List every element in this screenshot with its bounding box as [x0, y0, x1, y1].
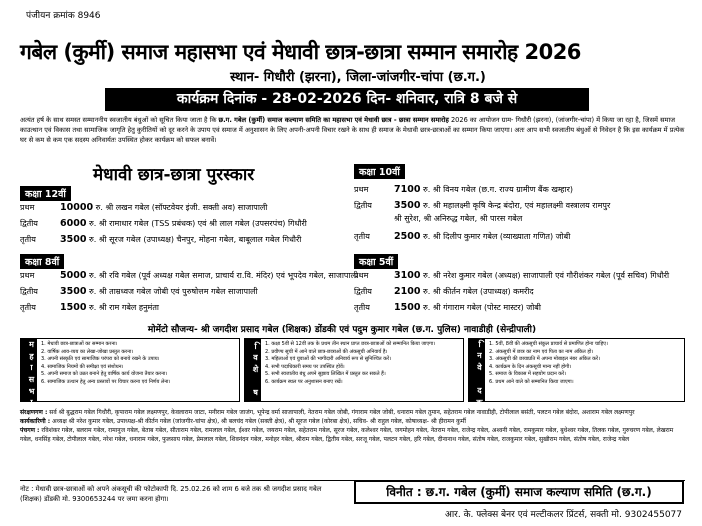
- class10-row: [394, 213, 522, 225]
- panch-line: [20, 426, 685, 444]
- list-item: 4. सभी पदाधिकारी समय पर उपस्थित होवें।: [265, 363, 345, 370]
- class5-row: [354, 286, 534, 298]
- amount: 3500: [394, 200, 421, 211]
- rank: प्रथम: [20, 271, 35, 280]
- list-item: 6. प्रथम आने वाले को सम्मानित किया जाएगा।: [489, 378, 574, 385]
- venue-line: स्थान- गिधौरी (झरना), जिला-जांजगीर-चांपा (छ.ग.): [230, 70, 486, 85]
- donor: रु. श्री राम गबेल हनुमंता: [89, 303, 159, 312]
- donor: रु. श्री रामाधार गबेल (TSS प्रबंधक) एवं श्री लाल गबेल (उपसरपंच) गिधौरी: [89, 219, 307, 228]
- donor: रु. श्री विनय गबेल (छ.ग. राज्य ग्रामीण बैंक खम्हार): [423, 185, 573, 194]
- rank: द्वितीय: [354, 287, 372, 296]
- class12-label: कक्षा 12वीं: [20, 186, 71, 201]
- registration-number: पंजीयन क्रमांक 8946: [26, 11, 101, 21]
- panch-names: रविशंकर गबेल, बलराम गबेल, रामानुज गबेल, बेताब गबेल, सीताराम गबेल, रामलाल गबेल, ईश्वर गबेल, जयराम गबेल, सहेतराम गबेल, सूरज गबेल, कलेश्वर गबेल, जगमोहन गबेल, नेतराम गबेल, राजेन्द्र गबेल, अश्वनी गबेल, रामकुमार गबेल, बुधेश्वर गबेल, तिलक गबेल, गुरुचरण गबेल, लेखराम गबेल, धनसिंह गबेल, टोपीलाल गबेल, नरेश गबेल, धनाराम गबेल, फुलसाय गबेल, प्रेमलाल गबेल, शिवनंदन गबेल, मनोहर गबेल, श्रीराम गबेल, द्वितीय गबेल, सरजू गबेल, पलटन गबेल, हरि गबेल, दीनानाथ गबेल, संतोष गबेल, राजकुमार गबेल, सुखीराम गबेल, संतोष गबेल, राजेन्द्र गबेल: [20, 427, 674, 443]
- list-item: 5. समाज के विकास में सहयोग प्रदान करें।: [489, 371, 567, 378]
- list-item: 3. महिलाओं एवं युवाओं की भागीदारी अनिवार्य रूप से सुनिश्चित करें।: [265, 356, 392, 363]
- class8-row: [20, 286, 258, 298]
- class10-row: [354, 184, 573, 196]
- list-item: 2. प्रवीण्य सूची में आने वाले छात्र-छात्राओं की अंकसूची अनिवार्य है।: [265, 348, 388, 355]
- amount: 1500: [60, 302, 87, 313]
- rank: तृतीय: [20, 235, 36, 244]
- printer-credit: आर. के. फ्लेक्स बेनर एवं मल्टीकलर प्रिंटर्स, सक्ती मो. 9302455077: [444, 510, 682, 520]
- committee-credits: [20, 408, 685, 444]
- amount: 2100: [394, 286, 421, 297]
- list-item: 1. मेधावी छात्र-छात्राओं का सम्मान करना।: [41, 341, 118, 347]
- list-item: 5. अपनी समाज को उन्नत बनाने हेतु वार्षिक कार्य योजना तैयार करना।: [41, 371, 168, 378]
- amount: 7100: [394, 184, 421, 195]
- class10-row: [354, 200, 610, 212]
- class8-row: [20, 302, 159, 314]
- donor: रु. श्री दिलीप कुमार गबेल (व्याख्याता गणित) जोबी: [423, 232, 571, 241]
- donor: रु. श्री महालक्ष्मी कृषि केन्द्र बंदोरा, एवं महालक्ष्मी वस्त्रालय रामपुर: [423, 201, 611, 210]
- class5-label: कक्षा 5वीं: [354, 254, 398, 269]
- awards-title: मेधावी छात्र-छात्रा पुरस्कार: [93, 165, 255, 185]
- request-list: [489, 341, 682, 387]
- rank: प्रथम: [354, 185, 369, 194]
- amount: 3500: [60, 286, 87, 297]
- list-item: 3. अंकसूची की छायाप्रति में अपना मोबाइल नंबर अंकित करें।: [489, 356, 600, 363]
- list-item: 2. अंकसूची में छात्र का नाम एवं पिता का नाम अंकित हो।: [489, 348, 594, 355]
- donor: रु. श्री रवि गबेल (पूर्व अध्यक्ष गबेल समाज, प्राचार्य रा.वि. मंदिर) एवं भूपदेव गबेल, साजापाली: [89, 271, 359, 280]
- rank: द्वितीय: [354, 201, 372, 210]
- list-item: 3. अपनी संस्कृति एवं सामाजिक परंपरा को बनाये रखने के उपाय।: [41, 356, 160, 363]
- list-item: 6. कार्यक्रम स्थल पर अनुशासन बनाए रखें।: [265, 378, 343, 385]
- donor: रु. श्री नरेश कुमार गबेल (अध्यक्ष) साजापाली एवं गौरीशंकर गबेल (पूर्व सचिव) गिधौरी: [423, 271, 670, 280]
- patrons-label: संरक्षणगण :: [20, 409, 48, 416]
- agenda-box-heading: महासभा: [21, 339, 37, 401]
- donor: रु. श्री लखन गबेल (सॉफ्टवेयर इंजी. सक्ती अव) साजापाली: [95, 203, 268, 212]
- list-item: 6. सामाजिक उत्थान हेतु अन्य प्रस्तावों पर विचार करना एवं निर्णय लेना।: [41, 378, 171, 385]
- list-item: 1. कक्षा 5वीं से 12वीं तक के प्रथम तीन स्थान प्राप्त छात्र-छात्राओं को सम्मानित किया जाएगा।: [265, 341, 436, 347]
- executive-names: अध्यक्ष श्री नरेश कुमार गबेल, उपाध्यक्ष-श्री कीर्तन गबेल (जांजगीर-चांपा क्षेत्र), श्री बलचंद गबेल (सक्ती क्षेत्र), श्री सूरज गबेल (कोरबा क्षेत्र), सचिव- श्री राहुल गबेल, कोषाध्यक्ष- श्री हीरामन कुर्मी: [52, 418, 466, 425]
- special-list: [265, 341, 461, 387]
- rank: तृतीय: [354, 303, 370, 312]
- amount: 10000: [60, 202, 94, 213]
- rank: प्रथम: [20, 203, 35, 212]
- list-item: 2. वार्षिक आय-व्यय का लेखा-जोखा प्रस्तुत करना।: [41, 348, 134, 355]
- list-item: 1. 5वीं, 8वीं की अंकसूची संकुल प्राचार्य से प्रमाणित होना चाहिए।: [489, 341, 608, 347]
- class5-row: [354, 302, 541, 314]
- memento-credit: मोमेंटो सौजन्य- श्री जगदीश प्रसाद गबेल (शिक्षक) डोंडकी एवं पदुम कुमार गबेल (छ.ग. पुलिस) नावाडीही (सेन्द्रीपाली): [147, 325, 537, 335]
- submission-note: नोट : मेधावी छात्र-छात्राओं को अपने अंकसूची की फोटोकापी दि. 25.02.26 को शाम 6 बजे तक श्री जगदीश प्रसाद गबेल (शिक्षक) डोंडकी मो. 9300653244 पर जमा करना होगा।: [20, 485, 322, 503]
- intro-part1: अत्यंत हर्ष के साथ समस्त सम्माननीय स्वजातीय बंधुओं को सूचित किया जाता है कि: [20, 116, 219, 124]
- class8-row: [20, 270, 358, 282]
- request-box: [468, 338, 685, 409]
- class12-row: [20, 202, 267, 214]
- list-item: 4. सामाजिक नियमों की समीक्षा एवं संशोधन।: [41, 363, 124, 370]
- amount: 2500: [394, 231, 421, 242]
- amount: 5000: [60, 270, 87, 281]
- donor: श्री सुरेश, श्री अनिरुद्ध गबेल, श्री पारस गबेल: [394, 214, 523, 223]
- agenda-list: [41, 341, 237, 387]
- donor: रु. श्री ताम्रध्वज गबेल जोबी एवं पुरुषोत्तम गबेल साजापाली: [89, 287, 258, 296]
- organizer-box: विनीत : छ.ग. गबेल (कुर्मी) समाज कल्याण समिति (छ.ग.): [354, 480, 684, 504]
- rank: तृतीय: [20, 303, 36, 312]
- rank: द्वितीय: [20, 219, 38, 228]
- rank: तृतीय: [354, 232, 370, 241]
- intro-part2: 2026 का आयोजन ग्राम- गिधौरी (झरना), (जांजगीर-चांपा) में किया जा रहा है, जिसमें समाज काउत्थान एवं विकास तथा सामाजिक जागृति हेतु कुरीतियों को दूर करने के उपाय एवं समाज में अनुशासन के लिए अपनी-अपनी विचार रखने के साथ ही समाज के मेधावी छात्र-छात्राओं का सम्मान किया जाएगा। अतः आप सभी स्वजातीय बंधुओं से निवेदन है कि इस कार्यक्रम में प्रत्येक घर से कम से कम एक सदस्य अनिवार्यतः उपस्थित होकर कार्यक्रम को सफल बनावें।: [20, 116, 685, 144]
- page-title: गबेल (कुर्मी) समाज महासभा एवं मेधावी छात्र-छात्रा सम्मान समारोह 2026: [20, 40, 581, 64]
- executive-line: [20, 417, 685, 426]
- class5-row: [354, 270, 669, 282]
- event-date-bar: कार्यक्रम दिनांक - 28-02-2026 दिन- शनिवार, रात्रि 8 बजे से: [105, 88, 589, 111]
- list-item: 4. कार्यक्रम के दिन अंकसूची मान्य नहीं होगी।: [489, 363, 572, 370]
- amount: 6000: [60, 218, 87, 229]
- amount: 3100: [394, 270, 421, 281]
- request-box-heading: निवेदक: [469, 339, 485, 401]
- patrons-names: सर्व श्री बुद्धराम गबेल गिधौरी, कृपाराम गबेल लक्ष्मणपुर, केवलाराम जाटा, मनीराम गबेल जाजंग, भूपेन्द्र वर्मा साजापाली, नेतराम गबेल जोबी, गंगाराम गबेल जोबी, धनाराम गबेल तुमान, सहेतराम गबेल नावाडीही, टोपीलाल बसंती, पलटन गबेल बंदोरा, अशाराम गबेल लक्ष्मणपुर: [49, 409, 635, 416]
- class12-row: [20, 234, 301, 246]
- amount: 3500: [60, 234, 87, 245]
- donor: रु. श्री कीर्तन गबेल (उपाध्यक्ष) कमरीद: [423, 287, 534, 296]
- class10-row: [354, 231, 570, 243]
- donor: रु. श्री गंगाराम गबेल (पोस्ट मास्टर) जोबी: [423, 303, 541, 312]
- panch-label: पंचगण :: [20, 427, 40, 434]
- class8-label: कक्षा 8वीं: [20, 254, 64, 269]
- intro-paragraph: [20, 115, 685, 145]
- class12-row: [20, 218, 307, 230]
- intro-org: छ.ग. गबेल (कुर्मी) समाज कल्याण समिति का महासभा एवं मेधावी छात्र - छात्रा सम्मान समारोह: [218, 116, 449, 124]
- executive-label: कार्यकारिणी :: [20, 418, 51, 425]
- class10-label: कक्षा 10वीं: [354, 164, 405, 179]
- rank: प्रथम: [354, 271, 369, 280]
- list-item: 5. सभी स्वजातीय बंधु अपने सुझाव लिखित में प्रस्तुत कर सकते हैं।: [265, 371, 386, 378]
- rank: द्वितीय: [20, 287, 38, 296]
- donor: रु. श्री सूरज गबेल (उपाध्यक्ष) चैनपुर, मोहना गबेल, बाबूलाल गबेल गिधौरी: [89, 235, 302, 244]
- patrons-line: [20, 408, 685, 417]
- special-box-heading: विशेष: [245, 339, 261, 401]
- special-box: [244, 338, 464, 402]
- amount: 1500: [394, 302, 421, 313]
- agenda-box: [20, 338, 240, 409]
